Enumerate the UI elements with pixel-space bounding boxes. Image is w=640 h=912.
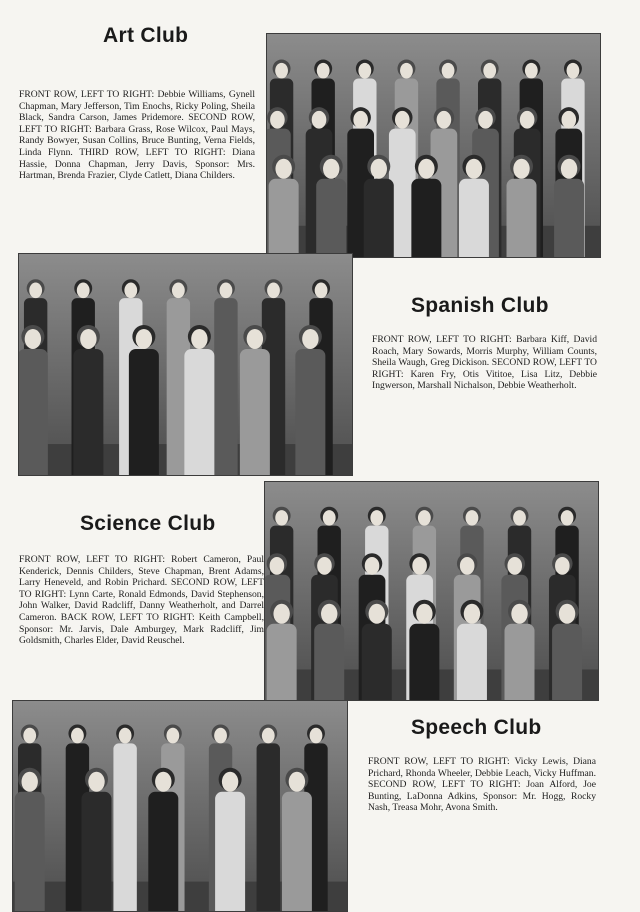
person-face bbox=[23, 728, 36, 744]
spanish-club-title: Spanish Club bbox=[411, 294, 549, 317]
person-body bbox=[73, 349, 103, 475]
person-face bbox=[511, 604, 527, 624]
speech-club-caption: FRONT ROW, LEFT TO RIGHT: Vicky Lewis, Diana Prichard, Rhonda Wheeler, Debbie Leach, Vicky Huffman. SECOND ROW, LEFT TO RIGHT: Joan Alford, Joe Bunting, LaDonna Adkins, Sponsor: Mr. Hogg, Rocky Nash, Treasa Mohr, Avona Smith. bbox=[368, 756, 596, 814]
person-face bbox=[77, 283, 90, 299]
person-face bbox=[29, 283, 42, 299]
spanish-club-caption: FRONT ROW, LEFT TO RIGHT: Barbara Kiff, David Roach, Mary Sowards, Morris Murphy, William Counts, Sheila Waugh, Greg Dickison. SECOND ROW, LEFT TO RIGHT: Karen Fry, Otis Vititoe, Lisa Litz, Debbie Ingwerson, Marshall Nichalson, Debbie Weatherholt. bbox=[372, 334, 597, 392]
speech-club-group-photo bbox=[12, 700, 348, 912]
group-silhouettes bbox=[13, 701, 347, 911]
person-body bbox=[507, 179, 537, 257]
art-club-title: Art Club bbox=[103, 24, 189, 47]
person-face bbox=[520, 111, 535, 129]
person-face bbox=[262, 728, 275, 744]
person-body bbox=[15, 792, 45, 911]
person-body bbox=[409, 624, 439, 700]
person-face bbox=[88, 772, 104, 792]
person-body bbox=[314, 624, 344, 700]
science-club-group-photo bbox=[264, 481, 599, 701]
person-face bbox=[80, 329, 96, 349]
person-body bbox=[184, 349, 214, 475]
person-face bbox=[247, 329, 263, 349]
person-body bbox=[267, 624, 297, 700]
person-face bbox=[483, 63, 496, 79]
person-body bbox=[457, 624, 487, 700]
person-face bbox=[416, 604, 432, 624]
speech-club-title: Speech Club bbox=[411, 716, 542, 739]
person-face bbox=[270, 111, 285, 129]
person-body bbox=[113, 743, 136, 911]
person-face bbox=[323, 159, 339, 179]
person-body bbox=[282, 792, 312, 911]
person-body bbox=[316, 179, 346, 257]
person-face bbox=[155, 772, 171, 792]
person-face bbox=[275, 63, 288, 79]
group-silhouettes bbox=[267, 34, 600, 257]
person-face bbox=[267, 283, 280, 299]
person-face bbox=[312, 111, 327, 129]
person-body bbox=[19, 349, 48, 475]
person-face bbox=[464, 604, 480, 624]
person-face bbox=[172, 283, 185, 299]
person-face bbox=[559, 604, 575, 624]
person-face bbox=[561, 159, 577, 179]
person-face bbox=[369, 604, 385, 624]
person-face bbox=[191, 329, 207, 349]
person-face bbox=[222, 772, 238, 792]
person-face bbox=[561, 111, 576, 129]
person-body bbox=[411, 179, 441, 257]
person-face bbox=[323, 510, 336, 526]
person-body bbox=[362, 624, 392, 700]
person-face bbox=[289, 772, 305, 792]
person-body bbox=[295, 349, 325, 475]
person-body bbox=[505, 624, 535, 700]
person-face bbox=[353, 111, 368, 129]
person-face bbox=[507, 557, 522, 575]
person-face bbox=[270, 557, 285, 575]
group-silhouettes bbox=[265, 482, 598, 700]
person-face bbox=[437, 111, 452, 129]
person-face bbox=[412, 557, 427, 575]
person-body bbox=[552, 624, 582, 700]
person-face bbox=[395, 111, 410, 129]
group-silhouettes bbox=[19, 254, 352, 475]
person-body bbox=[459, 179, 489, 257]
science-club-title: Science Club bbox=[80, 512, 216, 535]
spanish-club-group-photo bbox=[18, 253, 353, 476]
person-body bbox=[82, 792, 112, 911]
person-face bbox=[370, 510, 383, 526]
person-face bbox=[371, 159, 387, 179]
person-face bbox=[418, 159, 434, 179]
person-face bbox=[273, 604, 289, 624]
art-club-group-photo bbox=[266, 33, 601, 258]
person-face bbox=[442, 63, 455, 79]
person-body bbox=[364, 179, 394, 257]
person-face bbox=[478, 111, 493, 129]
person-face bbox=[119, 728, 132, 744]
person-face bbox=[220, 283, 233, 299]
person-face bbox=[136, 329, 152, 349]
art-club-caption: FRONT ROW, LEFT TO RIGHT: Debbie Williams, Gynell Chapman, Mary Jefferson, Tim Enochs, Ricky Poling, Sheila Black, Sandra Carson, James Pridemore. SECOND ROW, LEFT TO RIGHT: Barbara Grass, Rose Wilcox, Paul Mays, Randy Bowyer, Susan Collins, Bruce Bunting, Verna Fields, Linda Flynn. THIRD ROW, LEFT TO RIGHT: Diana Hassie, Donna Chapman, Jerry Davis, Sponsor: Mrs. Hartman, Brenda Frazier, Clyde Catlett, Diana Childers. bbox=[19, 89, 255, 182]
person-face bbox=[25, 329, 41, 349]
person-face bbox=[555, 557, 570, 575]
person-body bbox=[129, 349, 159, 475]
person-face bbox=[124, 283, 137, 299]
person-face bbox=[321, 604, 337, 624]
person-face bbox=[71, 728, 84, 744]
person-face bbox=[275, 159, 291, 179]
person-face bbox=[214, 728, 227, 744]
person-face bbox=[365, 557, 380, 575]
person-face bbox=[317, 557, 332, 575]
person-face bbox=[315, 283, 328, 299]
person-face bbox=[466, 159, 482, 179]
person-face bbox=[466, 510, 479, 526]
person-face bbox=[567, 63, 580, 79]
person-face bbox=[358, 63, 371, 79]
person-body bbox=[148, 792, 178, 911]
person-body bbox=[257, 743, 280, 911]
person-body bbox=[554, 179, 584, 257]
person-face bbox=[302, 329, 318, 349]
person-face bbox=[513, 159, 529, 179]
person-face bbox=[317, 63, 330, 79]
person-face bbox=[561, 510, 574, 526]
person-body bbox=[214, 298, 237, 475]
science-club-caption: FRONT ROW, LEFT TO RIGHT: Robert Cameron, Paul Kenderick, Dennis Childers, Steve Chapman, Brent Adams, Larry Heneveld, and Robin Prichard. SECOND ROW, LEFT TO RIGHT: Lynn Carte, Ronald Edmonds, David Stephenson, John Walker, David Radcliff, Danny Weatherholt, and Darrel Cameron. BACK ROW, LEFT TO RIGHT: Keith Campbell, Sponsor: Mr. Jarvis, Dale Amburgey, Mark Radcliff, Jim Goldsmith, Charles Elder, David Reuschel. bbox=[19, 554, 264, 647]
person-body bbox=[215, 792, 245, 911]
person-face bbox=[22, 772, 38, 792]
person-face bbox=[525, 63, 538, 79]
person-face bbox=[513, 510, 526, 526]
person-body bbox=[240, 349, 270, 475]
person-body bbox=[269, 179, 299, 257]
person-face bbox=[460, 557, 475, 575]
person-face bbox=[310, 728, 323, 744]
person-face bbox=[400, 63, 413, 79]
person-face bbox=[418, 510, 431, 526]
person-face bbox=[166, 728, 179, 744]
person-face bbox=[275, 510, 288, 526]
